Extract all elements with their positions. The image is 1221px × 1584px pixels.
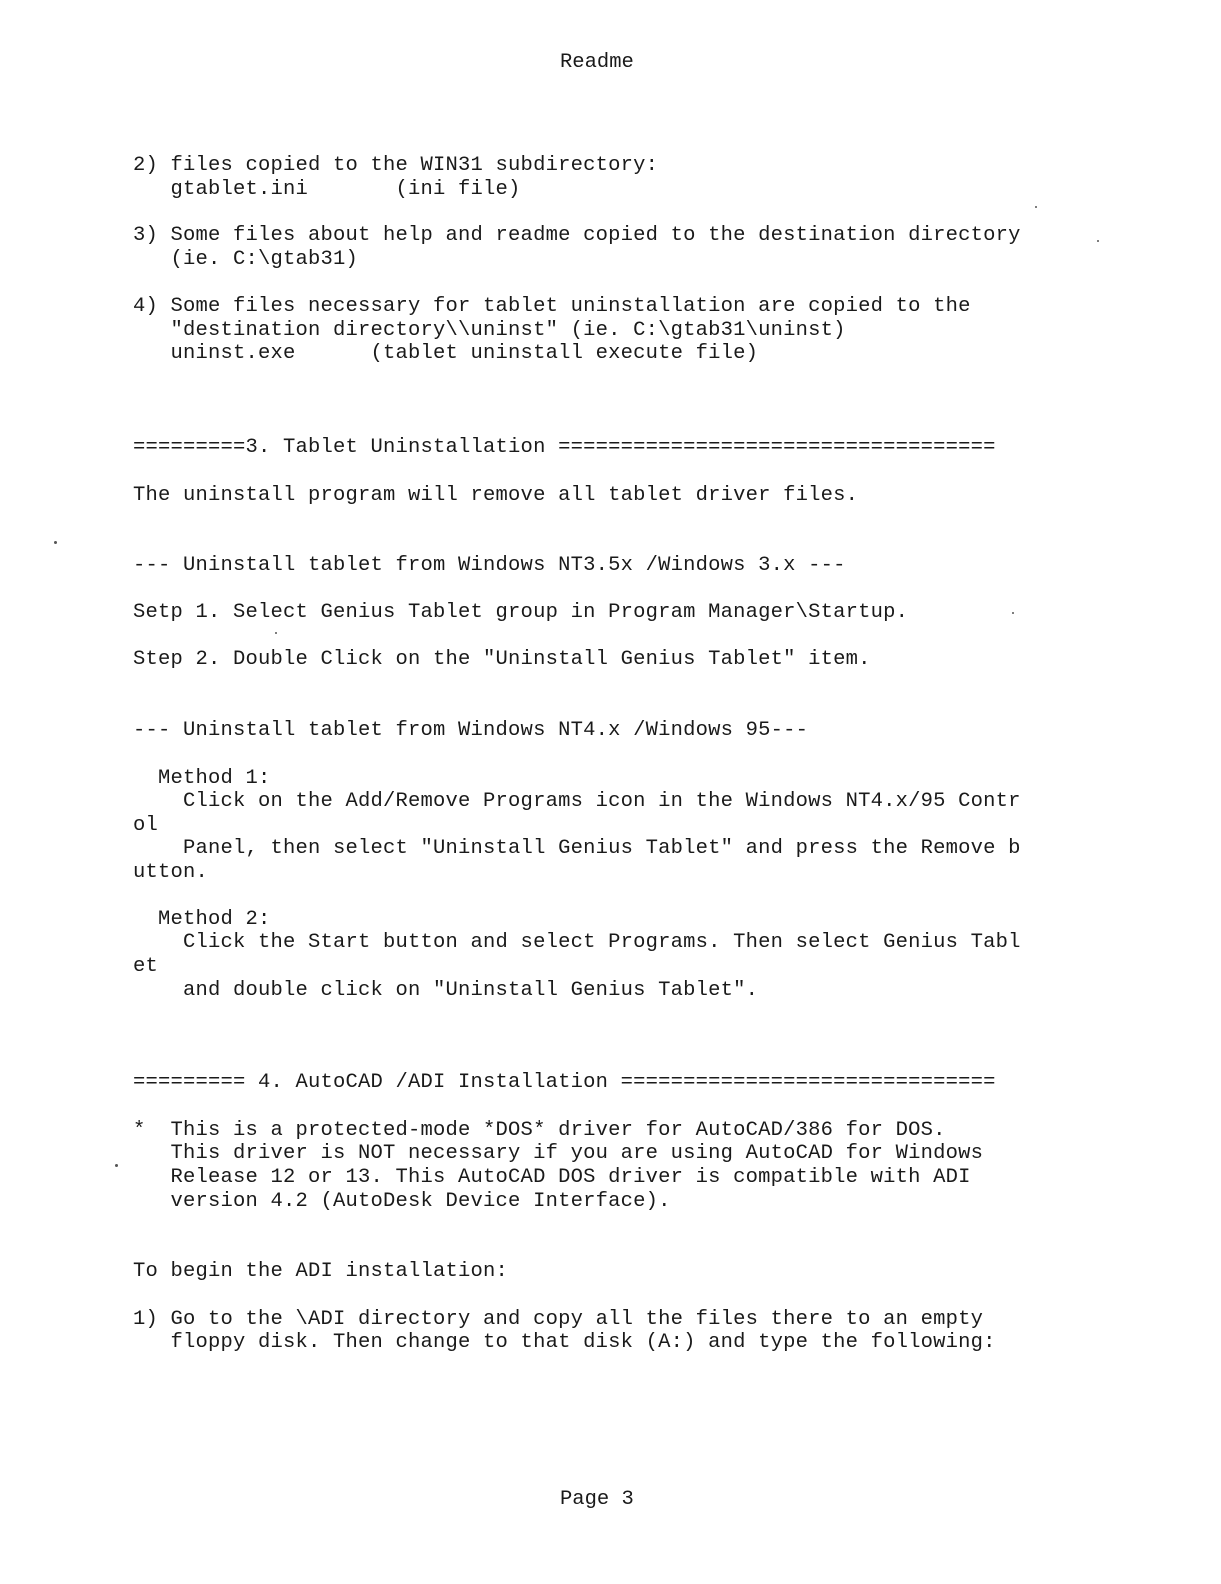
scan-speck [1097,240,1099,242]
text-line: * This is a protected-mode *DOS* driver for AutoCAD/386 for DOS. [133,1119,946,1142]
text-line: 4) Some files necessary for tablet uninstallation are copied to the [133,295,971,318]
page-footer: Page 3 [560,1488,634,1511]
text-line: 3) Some files about help and readme copied to the destination directory [133,224,1021,247]
text-line: (ie. C:\gtab31) [133,248,359,271]
text-line: 1) Go to the \ADI directory and copy all the files there to an empty [133,1308,984,1331]
section-heading: ========= 4. AutoCAD /ADI Installation ============================== [133,1071,996,1094]
text-line: gtablet.ini (ini file) [133,178,521,201]
text-line: floppy disk. Then change to that disk (A:) and type the following: [133,1331,996,1354]
scan-speck [275,632,277,634]
text-line: Step 2. Double Click on the "Uninstall Genius Tablet" item. [133,648,871,671]
text-line: 2) files copied to the WIN31 subdirectory: [133,154,659,177]
text-line: Click on the Add/Remove Programs icon in the Windows NT4.x/95 Contr [133,790,1021,813]
text-line: This driver is NOT necessary if you are using AutoCAD for Windows [133,1142,984,1165]
text-line: "destination directory\\uninst" (ie. C:\gtab31\uninst) [133,319,846,342]
text-line: Setp 1. Select Genius Tablet group in Program Manager\Startup. [133,601,909,624]
text-line: and double click on "Uninstall Genius Tablet". [133,979,759,1002]
scan-speck [54,541,57,544]
scan-speck [1012,612,1014,614]
text-line: uninst.exe (tablet uninstall execute file) [133,342,759,365]
text-line: Method 1: [133,767,271,790]
text-line: version 4.2 (AutoDesk Device Interface). [133,1190,671,1213]
section-heading: =========3. Tablet Uninstallation =================================== [133,436,996,459]
scan-speck [115,1164,118,1167]
text-line: Panel, then select "Uninstall Genius Tablet" and press the Remove b [133,837,1021,860]
text-line: Click the Start button and select Programs. Then select Genius Tabl [133,931,1021,954]
subsection-heading: --- Uninstall tablet from Windows NT4.x /Windows 95--- [133,719,809,742]
text-line: et [133,955,159,978]
text-line: Method 2: [133,908,271,931]
scan-speck [1035,206,1037,208]
text-line: Release 12 or 13. This AutoCAD DOS driver is compatible with ADI [133,1166,971,1189]
subsection-heading: --- Uninstall tablet from Windows NT3.5x /Windows 3.x --- [133,554,846,577]
text-line: ol [133,814,159,837]
text-line: utton. [133,861,209,884]
text-line: To begin the ADI installation: [133,1260,509,1283]
page-header: Readme [560,51,634,74]
text-line: The uninstall program will remove all tablet driver files. [133,484,859,507]
